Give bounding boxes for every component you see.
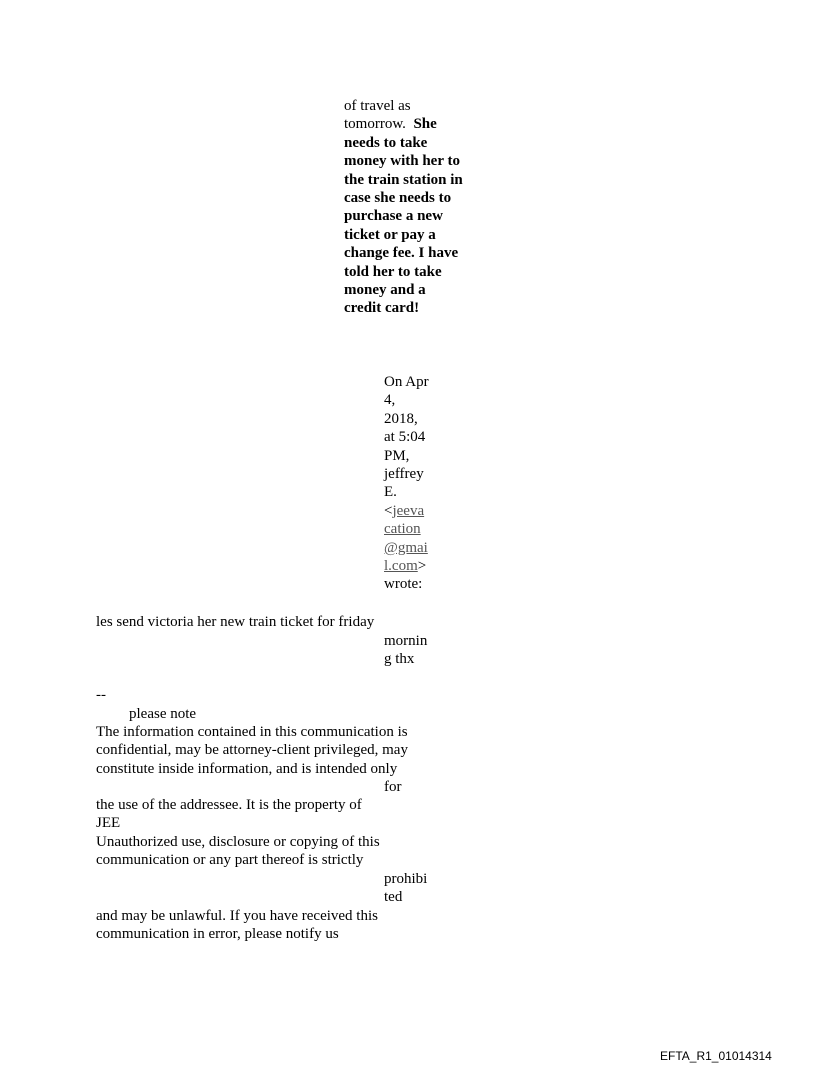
reply-bold-line: needs to take	[344, 134, 428, 151]
reply-bold-line: money with her to	[344, 153, 460, 170]
reply-bold-line: ticket or pay a	[344, 226, 436, 243]
disclaimer-wrap-for: for	[384, 779, 402, 795]
reply-bold-line: credit card!	[344, 300, 420, 317]
reply-bold-line: money and a	[344, 281, 426, 298]
sender-email-link[interactable]: @gmai	[384, 539, 428, 556]
reply-bold-line: told her to take	[344, 263, 442, 280]
disclaimer-line: JEE	[96, 815, 121, 832]
quoted-message-line1: les send victoria her new train ticket for friday	[96, 614, 375, 630]
disclaimer-block-2	[96, 796, 380, 870]
sender-email-link[interactable]: cation	[384, 521, 421, 538]
email-bracket-close: >	[417, 557, 427, 574]
quote-header-line: 4,	[384, 392, 396, 409]
reply-bold-inline: She	[413, 116, 437, 133]
reply-bold-line: change fee. I have	[344, 245, 459, 262]
disclaimer-line: ted	[384, 889, 403, 906]
disclaimer-line: prohibi	[384, 871, 428, 887]
document-id: EFTA_R1_01014314	[660, 1049, 772, 1063]
please-note: please note	[129, 706, 197, 722]
quoted-message-line: g thx	[384, 651, 415, 668]
email-bracket-open: <	[384, 502, 393, 519]
sender-email[interactable]	[384, 502, 429, 520]
disclaimer-block-3	[96, 907, 378, 944]
quote-header	[384, 373, 429, 594]
disclaimer-line: the use of the addressee. It is the property of	[96, 797, 362, 813]
wrote-label: wrote:	[384, 576, 423, 593]
sender-email-link[interactable]: jeeva	[392, 502, 425, 519]
disclaimer-line: communication in error, please notify us	[96, 926, 339, 943]
disclaimer-line: communication or any part thereof is strictly	[96, 852, 364, 869]
quote-header-line: jeffrey	[384, 465, 424, 482]
reply-bold-line: the train station in	[344, 171, 463, 188]
quote-header-line: PM,	[384, 447, 410, 464]
reply-bold-line: purchase a new	[344, 208, 443, 225]
disclaimer-line: Unauthorized use, disclosure or copying of this	[96, 833, 380, 850]
quote-header-line: E.	[384, 484, 397, 501]
quote-header-line: On Apr	[384, 374, 429, 390]
quote-header-line: 2018,	[384, 410, 418, 427]
sender-email-link[interactable]: l.com	[384, 557, 418, 574]
reply-body	[344, 97, 463, 318]
disclaimer-line: The information contained in this communication is	[96, 724, 408, 740]
signature-dashes: --	[96, 687, 106, 703]
disclaimer-line: confidential, may be attorney-client privileged, may	[96, 742, 408, 759]
disclaimer-line: constitute inside information, and is intended only	[96, 760, 398, 777]
reply-line: of travel as	[344, 98, 411, 114]
quote-header-line: at 5:04	[384, 429, 426, 446]
reply-line-text: tomorrow.	[344, 116, 406, 133]
quoted-message-continuation	[384, 632, 427, 669]
disclaimer-block-1	[96, 723, 408, 778]
quoted-message-line: mornin	[384, 633, 428, 649]
reply-bold-line: case she needs to	[344, 189, 452, 206]
reply-line	[344, 115, 463, 133]
disclaimer-wrap-prohibited	[384, 870, 427, 907]
disclaimer-line: and may be unlawful. If you have received this	[96, 908, 378, 924]
